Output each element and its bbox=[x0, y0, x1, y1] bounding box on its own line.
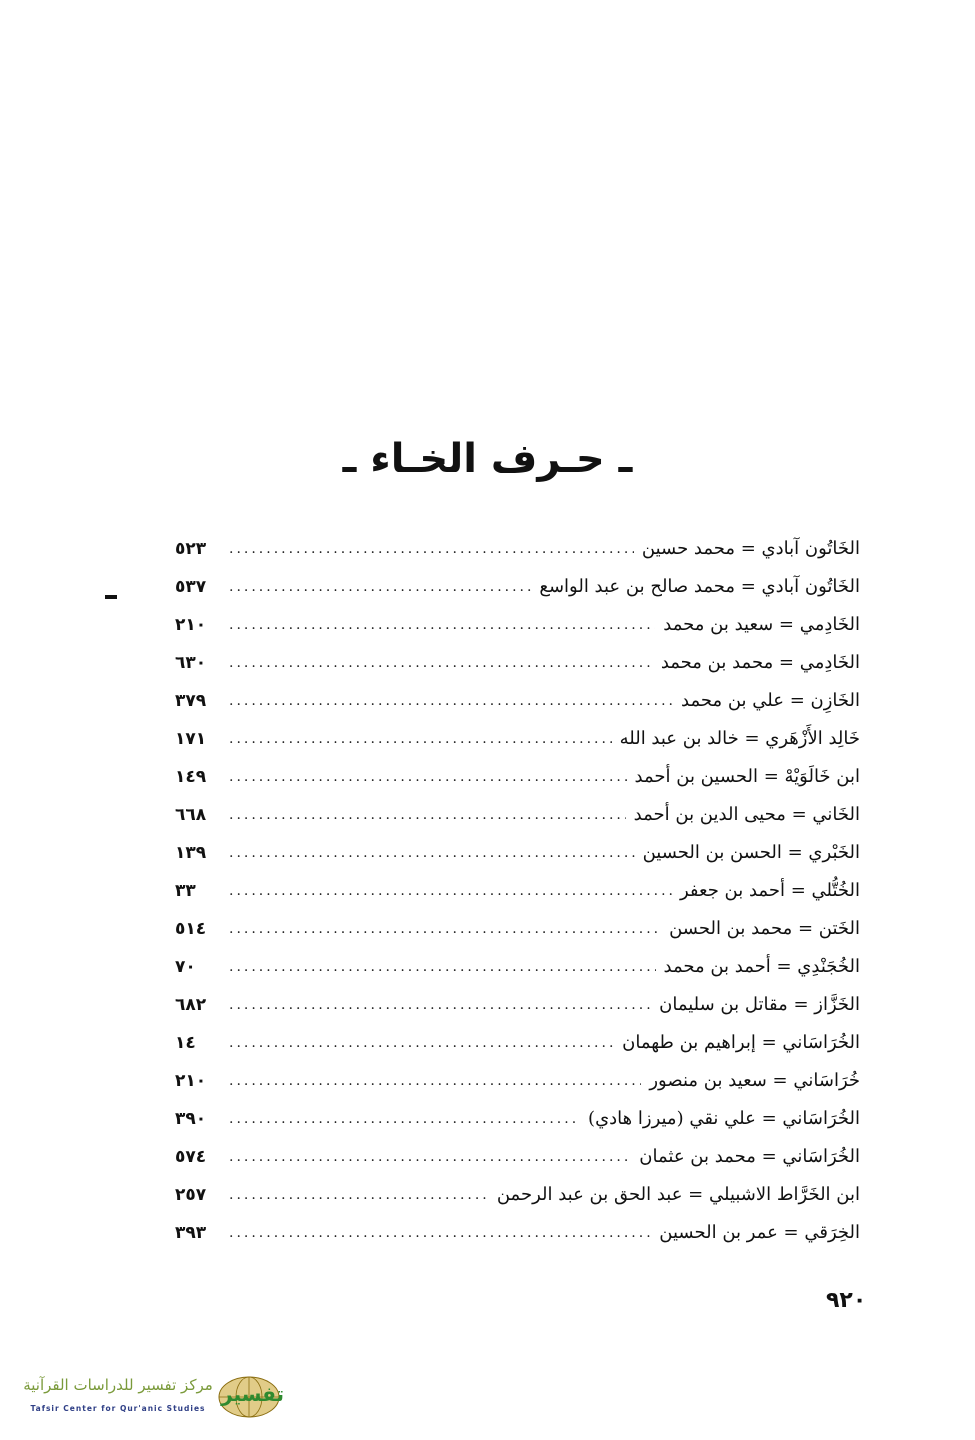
index-entry bbox=[175, 796, 860, 834]
page-number: ٩٢٠ bbox=[826, 1288, 867, 1313]
entry-page-number: ٣٩٣ bbox=[175, 1223, 207, 1243]
entry-text: ابن الخَرَّاط الاشبيلي = عبد الحق بن عبد الرحمن bbox=[496, 1184, 860, 1205]
dot-leader bbox=[229, 1138, 631, 1176]
entry-text: الخَازِن = علي بن محمد bbox=[681, 690, 860, 711]
index-entry bbox=[175, 1176, 860, 1214]
logo-word: تفسير bbox=[221, 1382, 284, 1406]
index-entry bbox=[175, 758, 860, 796]
index-entry bbox=[175, 1024, 860, 1062]
dot-leader bbox=[229, 910, 661, 948]
dot-leader bbox=[229, 1214, 651, 1252]
entry-text: الخَادِمي = محمد بن محمد bbox=[660, 652, 860, 673]
entry-text: الخُجَنْدِي = أحمد بن محمد bbox=[663, 956, 860, 977]
dot-leader bbox=[229, 796, 626, 834]
dot-leader bbox=[229, 720, 612, 758]
entry-page-number: ٥٧٤ bbox=[175, 1147, 207, 1167]
entry-page-number: ١٤٩ bbox=[175, 767, 207, 787]
entry-text: الخَتن = محمد بن الحسن bbox=[669, 918, 860, 939]
index-entry bbox=[175, 606, 860, 644]
dot-leader bbox=[229, 948, 656, 986]
entry-page-number: ٣٣ bbox=[175, 881, 196, 901]
index-entry bbox=[175, 568, 860, 606]
entry-text: خُرَاسَاني = سعيد بن منصور bbox=[649, 1070, 860, 1091]
dot-leader bbox=[229, 834, 635, 872]
margin-mark bbox=[105, 595, 117, 599]
entry-text: الخِرَقي = عمر بن الحسين bbox=[659, 1222, 860, 1243]
entry-page-number: ٣٩٠ bbox=[175, 1109, 207, 1129]
entry-page-number: ١٧١ bbox=[175, 729, 207, 749]
entry-page-number: ٢٥٧ bbox=[175, 1185, 207, 1205]
entry-text: الخَاني = محيى الدين بن أحمد bbox=[633, 804, 860, 825]
index-list bbox=[175, 530, 860, 1252]
entry-text: خَالِد الأَزْهَري = خالد بن عبد الله bbox=[619, 728, 860, 749]
entry-text: الخُرَاسَاني = محمد بن عثمان bbox=[639, 1146, 860, 1167]
index-entry bbox=[175, 720, 860, 758]
entry-page-number: ٧٠ bbox=[175, 957, 196, 977]
dot-leader bbox=[229, 644, 653, 682]
entry-text: الخَاتُون آبادي = محمد حسين bbox=[641, 538, 860, 559]
entry-page-number: ١٤ bbox=[175, 1033, 196, 1053]
entry-text: الخَاتُون آبادي = محمد صالح بن عبد الواسع bbox=[539, 576, 860, 597]
index-entry bbox=[175, 1138, 860, 1176]
entry-text: الخَادِمي = سعيد بن محمد bbox=[663, 614, 860, 635]
dot-leader bbox=[229, 1176, 489, 1214]
dot-leader bbox=[229, 606, 655, 644]
dot-leader bbox=[229, 568, 531, 606]
entry-page-number: ٦٨٢ bbox=[175, 995, 207, 1015]
dot-leader bbox=[229, 1062, 641, 1100]
entry-page-number: ٥٣٧ bbox=[175, 577, 207, 597]
index-entry bbox=[175, 682, 860, 720]
entry-text: الخُرَاسَاني = علي نقي (ميرزا هادي) bbox=[588, 1108, 860, 1129]
dot-leader bbox=[229, 872, 672, 910]
index-entry bbox=[175, 910, 860, 948]
dot-leader bbox=[229, 682, 673, 720]
logo-title: مركز تفسير للدراسات القرآنية bbox=[23, 1376, 213, 1394]
entry-text: الخَبْري = الحسن بن الحسين bbox=[642, 842, 860, 863]
index-entry bbox=[175, 834, 860, 872]
index-entry bbox=[175, 644, 860, 682]
entry-text: الخُرَاسَاني = إبراهيم بن طهمان bbox=[622, 1032, 860, 1053]
dot-leader bbox=[229, 530, 634, 568]
dot-leader bbox=[229, 758, 627, 796]
entry-page-number: ٦٣٠ bbox=[175, 653, 207, 673]
entry-page-number: ٣٧٩ bbox=[175, 691, 207, 711]
dot-leader bbox=[229, 1100, 580, 1138]
entry-page-number: ١٣٩ bbox=[175, 843, 207, 863]
entry-page-number: ٥١٤ bbox=[175, 919, 207, 939]
index-entry bbox=[175, 1214, 860, 1252]
dot-leader bbox=[229, 986, 651, 1024]
entry-text: الخَزَّاز = مقاتل بن سليمان bbox=[659, 994, 860, 1015]
entry-text: ابن خَالَوَيْهْ = الحسين بن أحمد bbox=[634, 766, 860, 787]
index-entry bbox=[175, 986, 860, 1024]
entry-page-number: ٢١٠ bbox=[175, 1071, 207, 1091]
logo-subtitle: Tafsir Center for Qur'anic Studies bbox=[30, 1404, 206, 1413]
index-entry bbox=[175, 1100, 860, 1138]
section-heading: ـ حـرف الخـاء ـ bbox=[342, 436, 633, 482]
index-entry bbox=[175, 948, 860, 986]
publisher-logo bbox=[18, 1370, 288, 1426]
index-entry bbox=[175, 872, 860, 910]
dot-leader bbox=[229, 1024, 614, 1062]
entry-page-number: ٢١٠ bbox=[175, 615, 207, 635]
index-entry bbox=[175, 1062, 860, 1100]
entry-page-number: ٦٦٨ bbox=[175, 805, 207, 825]
index-entry bbox=[175, 530, 860, 568]
entry-page-number: ٥٢٣ bbox=[175, 539, 207, 559]
entry-text: الخُتُّلي = أحمد بن جعفر bbox=[679, 880, 860, 901]
